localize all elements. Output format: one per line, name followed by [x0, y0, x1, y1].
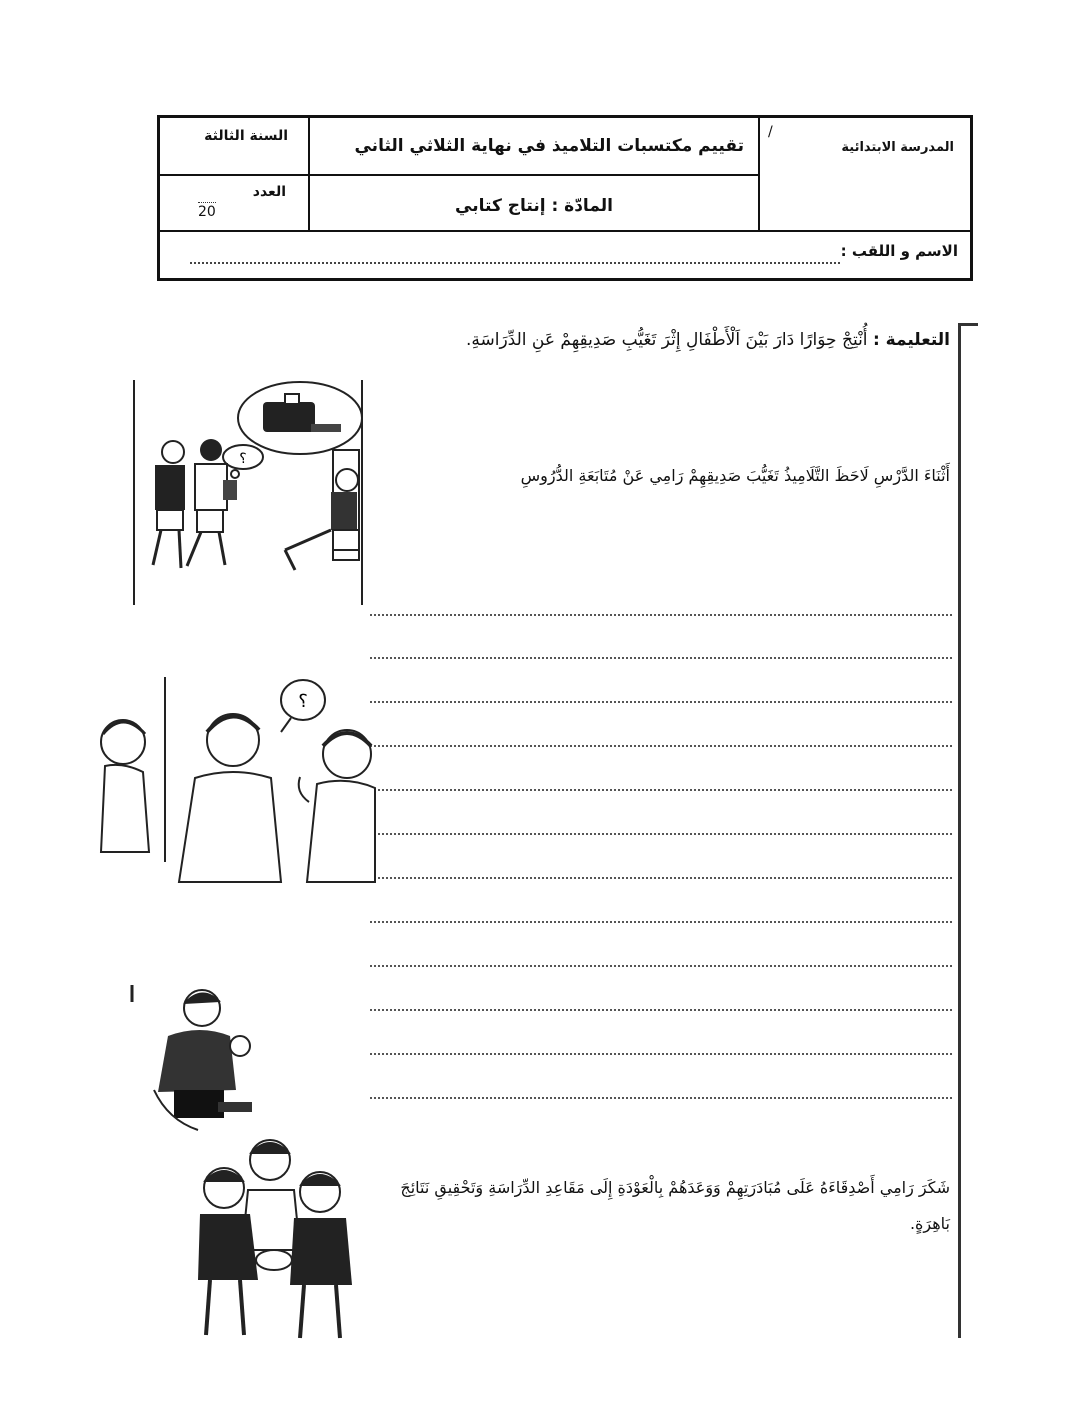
- writing-line[interactable]: [370, 1009, 952, 1011]
- intro-paragraph: أَثْنَاءَ الدَّرْسِ لَاحَظَ التَّلَامِيذُ تَغَيُّبَ صَدِيقِهِمْ رَامِي عَنْ مُتَابَعَةِ الدُّرُوسِ: [520, 466, 950, 485]
- instruction-text: أُنْتِجْ حِوَارًا دَارَ بَيْنَ اَلْأَطْفَالِ إِثْرَ تَغَيُّبِ صَدِيقِهِمْ عَنِ الدِّرَاسَةِ.: [465, 330, 868, 350]
- boy-sitting-drawing: [128, 980, 268, 1140]
- grade-cell: [160, 176, 308, 230]
- name-field-line[interactable]: [190, 262, 840, 264]
- illustration-friends-handshake: [188, 1130, 363, 1345]
- exam-subject: المادّة : إنتاج كتابي: [455, 196, 613, 216]
- writing-line[interactable]: [370, 1053, 952, 1055]
- instruction-label: التعليمة :: [872, 330, 950, 350]
- school-cell: [758, 118, 970, 230]
- scene2-bubble-text: ؟: [298, 691, 308, 712]
- writing-line[interactable]: [370, 833, 952, 835]
- writing-line[interactable]: [370, 789, 952, 791]
- writing-line[interactable]: [370, 877, 952, 879]
- instruction: [466, 330, 950, 350]
- writing-line[interactable]: [370, 921, 952, 923]
- children-talking-drawing: [95, 672, 380, 887]
- writing-line[interactable]: [370, 614, 952, 616]
- writing-line[interactable]: [370, 701, 952, 703]
- margin-bracket-top: [958, 323, 978, 326]
- school-year: السنة الثالثة: [204, 128, 288, 144]
- scene1-bubble-text: ؟: [239, 451, 247, 467]
- illustration-children-walking: [133, 380, 363, 605]
- ending-paragraph: شَكَرَ رَامِي أَصْدِقَاءَهُ عَلَى مُبَادَرَتِهِمْ وَوَعَدَهُمْ بِالْعَوْدَةِ إِلَى مَقَاعِدِ الدِّرَاسَةِ وَتَحْقِيقِ نَتَائِجَ بَاهِرَةٍ.: [400, 1178, 950, 1233]
- title-cell: [308, 118, 758, 176]
- illustration-children-talking: [95, 672, 380, 887]
- school-name-mark: /: [768, 124, 773, 140]
- children-walking-drawing: [135, 380, 361, 605]
- exam-title: تقييم مكتسبات التلاميذ في نهاية الثلاثي الثاني: [354, 136, 744, 156]
- writing-line[interactable]: [370, 657, 952, 659]
- illustration-boy-sitting: [128, 980, 268, 1140]
- exam-header-table: [157, 115, 973, 281]
- name-label: الاسم و اللقب :: [840, 242, 958, 260]
- name-cell: [160, 230, 970, 278]
- grade-denominator: 20: [198, 204, 216, 220]
- subject-cell: [308, 176, 758, 230]
- friends-handshake-drawing: [188, 1130, 363, 1345]
- school-label: المدرسة الابتدائية: [841, 140, 954, 155]
- year-cell: [160, 118, 308, 176]
- margin-bracket: [958, 323, 961, 1338]
- writing-line[interactable]: [370, 745, 952, 747]
- writing-line[interactable]: [370, 1097, 952, 1099]
- grade-label: العدد: [252, 184, 286, 200]
- writing-line[interactable]: [370, 965, 952, 967]
